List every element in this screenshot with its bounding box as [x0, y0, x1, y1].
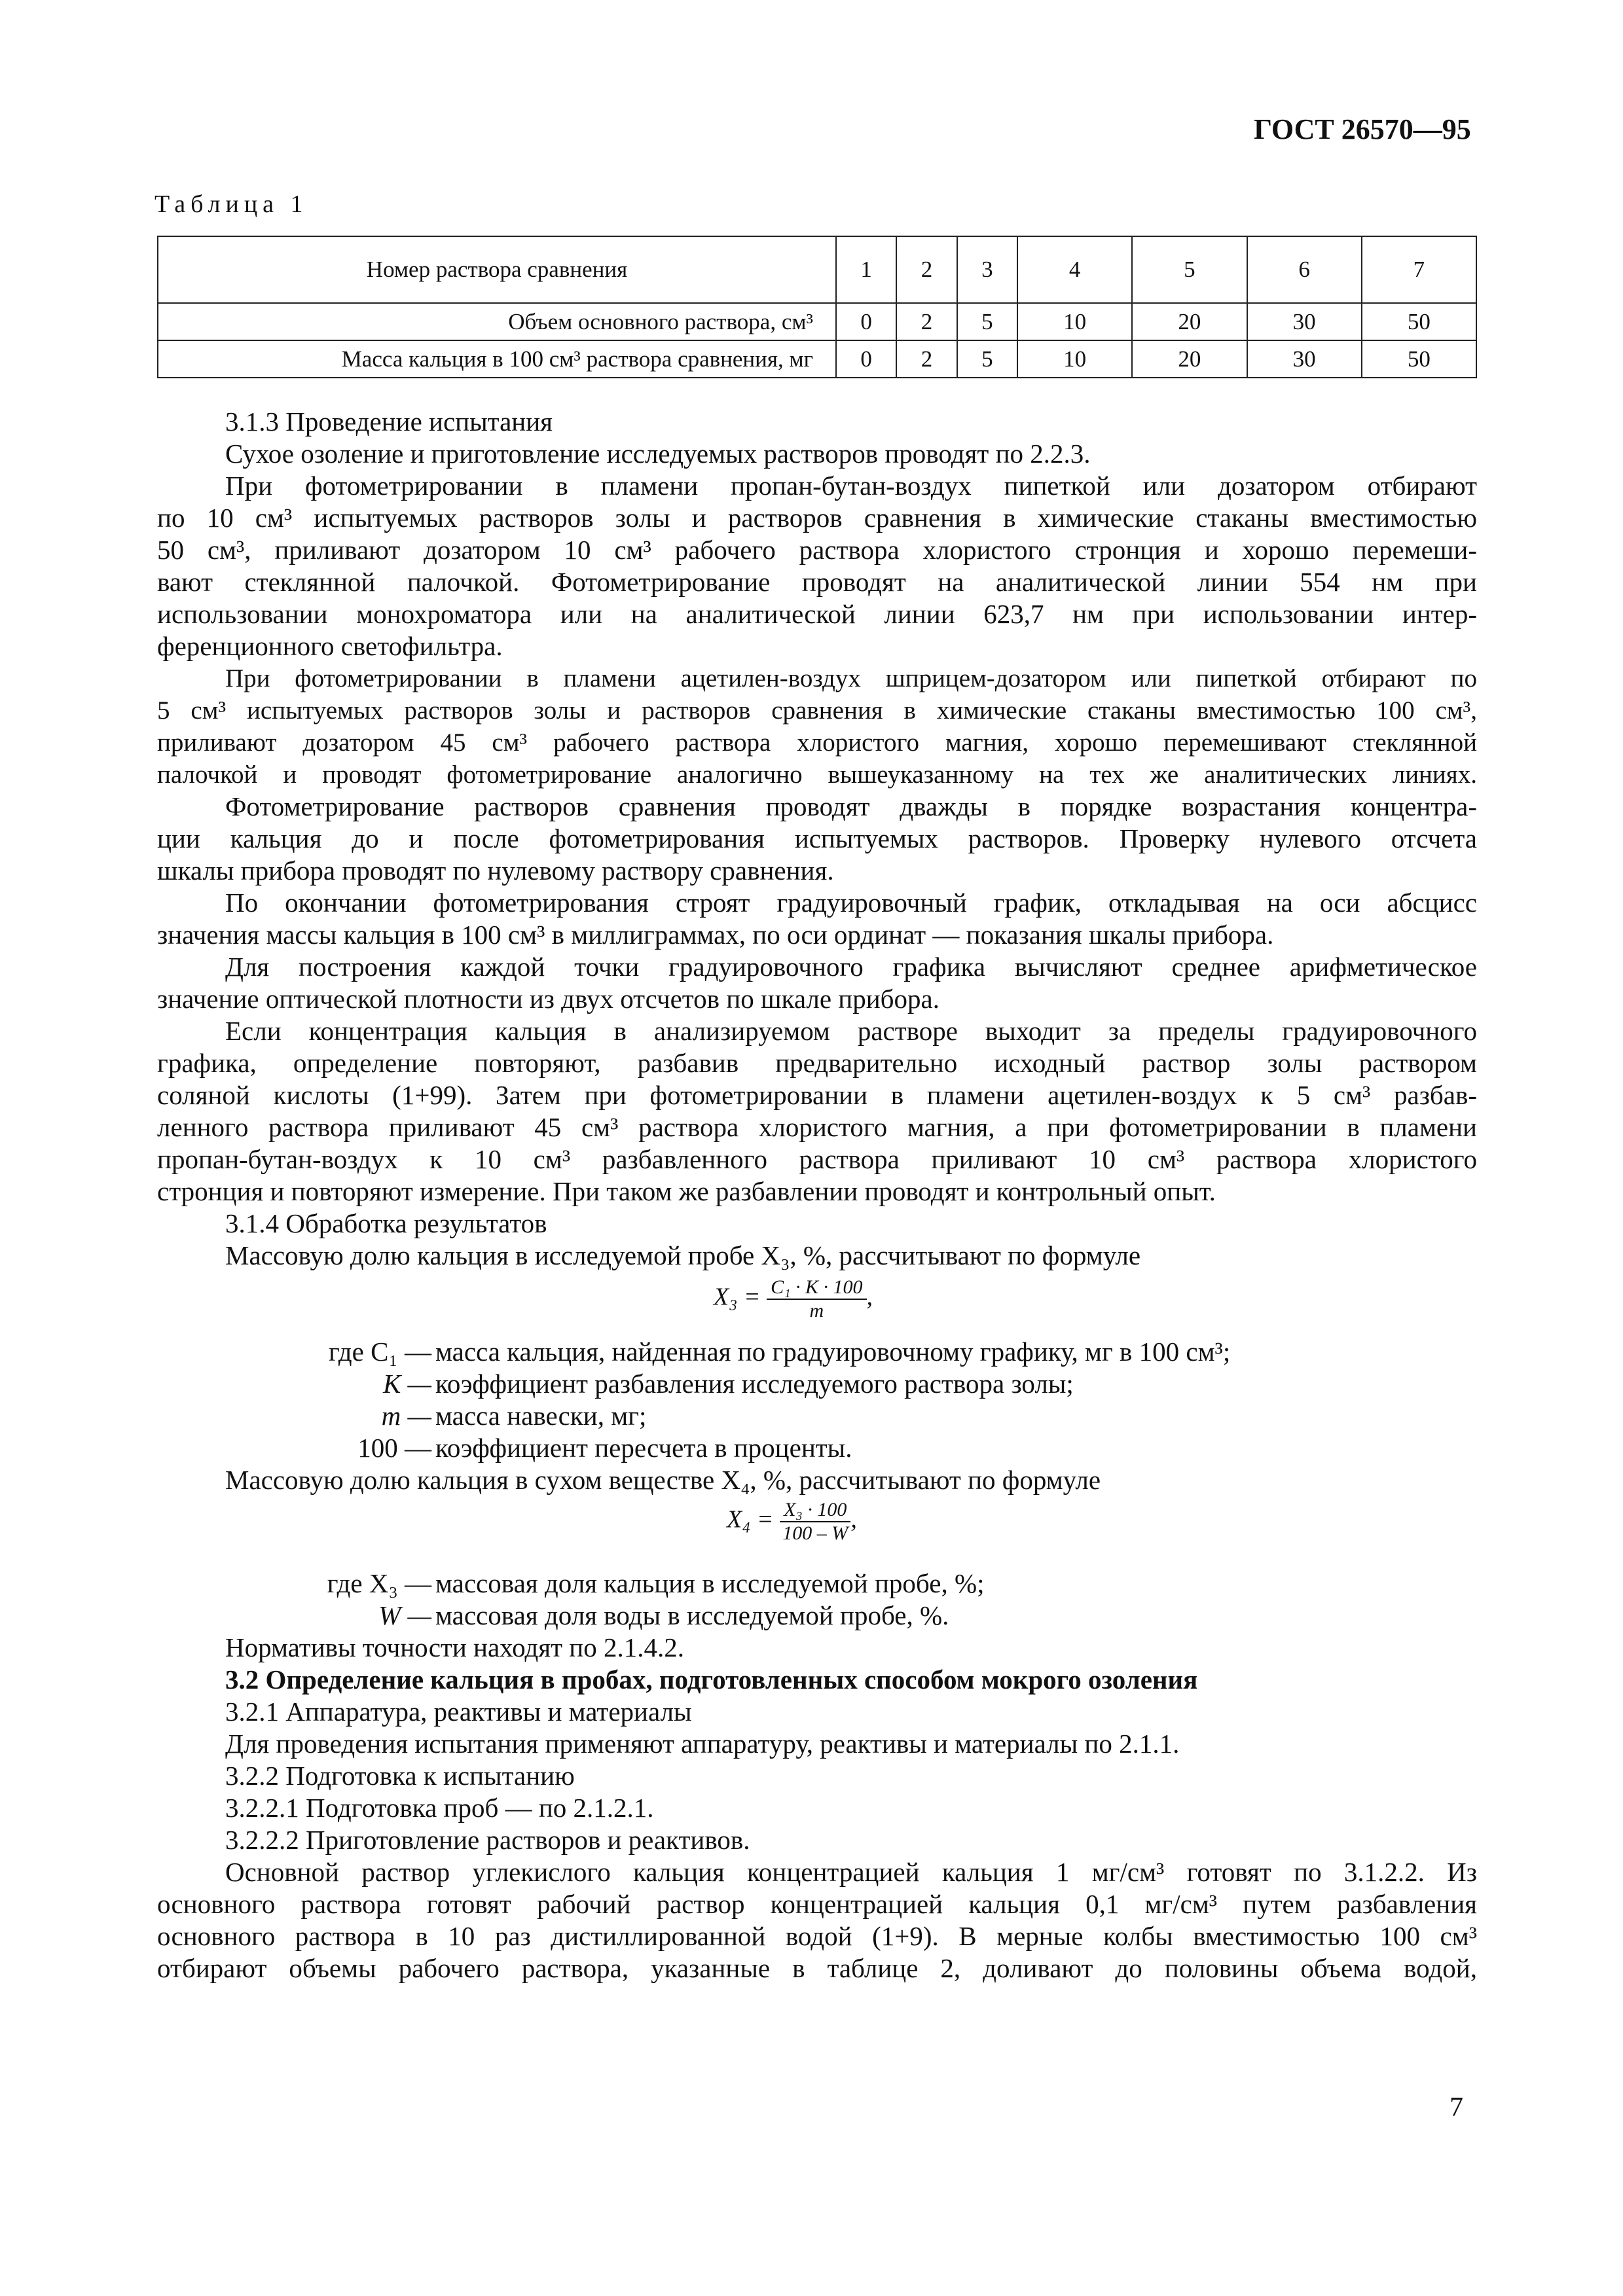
section-313-p6-line: Для построения каждой точки градуировочного графика вычисляют среднее арифметическое — [225, 952, 1477, 982]
section-313-p4-line: Фотометрирование растворов сравнения проводят дважды в порядке возрастания концентра- — [225, 791, 1477, 821]
where-text: масса навески, мг; — [435, 1401, 647, 1431]
where-text: коэффициент разбавления исследуемого раствора золы; — [435, 1369, 1074, 1399]
table-cell: 20 — [1132, 303, 1247, 340]
section-313-title: 3.1.3 Проведение испытания — [225, 406, 553, 437]
section-313-p3-line: палочкой и проводят фотометрирование аналогично вышеуказанному на тех же аналитических линиях. — [157, 761, 1477, 789]
formula-numerator: X₃ · 100 — [780, 1499, 850, 1522]
section-313-p1: Сухое озоление и приготовление исследуемых растворов проводят по 2.2.3. — [225, 439, 1091, 469]
formula-lhs: X₄ = — [727, 1505, 774, 1534]
section-314-p2: Массовую долю кальция в сухом веществе X₄, %, рассчитывают по формуле — [225, 1465, 1101, 1495]
table-header-cell: 5 — [1132, 236, 1247, 303]
section-313-p5-line: По окончании фотометрирования строят градуировочный график, откладывая на оси абсцисс — [225, 888, 1477, 918]
table-row — [158, 303, 1476, 340]
table-header-row — [158, 236, 1476, 303]
section-313-p6-line: значение оптической плотности из двух отсчетов по шкале прибора. — [157, 984, 939, 1014]
table-cell: 20 — [1132, 340, 1247, 378]
where-symbol: 100 — — [357, 1433, 431, 1463]
section-313-p7-line: пропан-бутан-воздух к 10 см³ разбавленного раствора приливают 10 см³ раствора хлористого — [157, 1144, 1477, 1174]
formula-x4 — [727, 1499, 857, 1545]
table-cell: 30 — [1247, 340, 1362, 378]
where-text: массовая доля кальция в исследуемой пробе, %; — [435, 1568, 985, 1598]
table-1 — [157, 236, 1477, 378]
section-314-p3: Нормативы точности находят по 2.1.4.2. — [225, 1632, 684, 1662]
section-313-p2-line: 50 см³, приливают дозатором 10 см³ рабочего раствора хлористого стронция и хорошо перемеши- — [157, 535, 1477, 565]
section-313-p4-line: ции кальция до и после фотометрирования испытуемых растворов. Проверку нулевого отсчета — [157, 823, 1477, 853]
section-321-text: Для проведения испытания применяют аппаратуру, реактивы и материалы по 2.1.1. — [225, 1729, 1180, 1759]
where-symbol: K — — [382, 1369, 431, 1399]
table-cell: 2 — [896, 303, 957, 340]
section-313-p2-line: по 10 см³ испытуемых растворов золы и растворов сравнения в химические стаканы вместимостью — [157, 503, 1477, 533]
where-symbol: где C₁ — — [329, 1336, 431, 1367]
section-32-last-line: отбирают объемы рабочего раствора, указанные в таблице 2, доливают до половины объема водой, — [157, 1953, 1477, 1983]
table-cell: 10 — [1017, 340, 1132, 378]
page-number: 7 — [1450, 2092, 1463, 2123]
section-32-last-line: Основной раствор углекислого кальция концентрацией кальция 1 мг/см³ готовят по 3.1.2.2. Из — [225, 1857, 1477, 1887]
section-313-p2-line: использовании монохроматора или на аналитической линии 623,7 нм при использовании интер- — [157, 599, 1477, 629]
table-header-cell: 2 — [896, 236, 957, 303]
section-32-last-line: основного раствора в 10 раз дистиллированной водой (1+9). В мерные колбы вместимостью 100 см³ — [157, 1921, 1477, 1951]
section-3221: 3.2.2.1 Подготовка проб — по 2.1.2.1. — [225, 1793, 654, 1823]
table-cell: 2 — [896, 340, 957, 378]
table-cell: 10 — [1017, 303, 1132, 340]
table-row-label: Масса кальция в 100 см³ раствора сравнения, мг — [158, 340, 836, 378]
section-313-p5-line: значения массы кальция в 100 см³ в миллиграммах, по оси ординат — показания шкалы прибора. — [157, 920, 1274, 950]
formula-denominator: m — [809, 1300, 824, 1321]
section-313-p7-line: графика, определение повторяют, разбавив предварительно исходный раствор золы раствором — [157, 1048, 1477, 1078]
table-cell: 0 — [836, 303, 896, 340]
table-caption: Таблица 1 — [155, 190, 308, 218]
formula-fraction — [780, 1499, 850, 1545]
section-313-p3-line: При фотометрировании в пламени ацетилен-воздух шприцем-дозатором или пипеткой отбирают по — [225, 664, 1477, 692]
table-cell: 50 — [1362, 303, 1476, 340]
section-313-p3-line: 5 см³ испытуемых растворов золы и растворов сравнения в химические стаканы вместимостью 100 см³, — [157, 696, 1477, 725]
where-text: масса кальция, найденная по градуировочному графику, мг в 100 см³; — [435, 1336, 1231, 1367]
document-header: ГОСТ 26570—95 — [1254, 113, 1471, 145]
section-314-title: 3.1.4 Обработка результатов — [225, 1208, 547, 1238]
table-header-cell: 3 — [957, 236, 1017, 303]
section-313-p7-line: соляной кислоты (1+99). Затем при фотометрировании в пламени ацетилен-воздух к 5 см³ разбав- — [157, 1080, 1477, 1110]
section-313-p2-line: вают стеклянной палочкой. Фотометрирование проводят на аналитической линии 554 нм при — [157, 567, 1477, 597]
formula-x3 — [714, 1276, 873, 1322]
table-header-cell: 1 — [836, 236, 896, 303]
formula-fraction — [767, 1276, 866, 1322]
where-symbol: где X₃ — — [327, 1568, 431, 1598]
section-313-p3-line: приливают дозатором 45 см³ рабочего раствора хлористого магния, хорошо перемешивают стеклянной — [157, 728, 1477, 757]
table-header-cell: 4 — [1017, 236, 1132, 303]
where-text: коэффициент пересчета в проценты. — [435, 1433, 852, 1463]
where-symbol: m — — [381, 1401, 431, 1431]
section-32-last-line: основного раствора готовят рабочий раствор концентрацией кальция 0,1 мг/см³ путем разбавления — [157, 1889, 1477, 1919]
table-header-cell: 7 — [1362, 236, 1476, 303]
formula-tail: , — [850, 1505, 857, 1534]
section-313-p7-line: ленного раствора приливают 45 см³ раствора хлористого магния, а при фотометрировании в пламени — [157, 1112, 1477, 1142]
section-313-p2-line: При фотометрировании в пламени пропан-бутан-воздух пипеткой или дозатором отбирают — [225, 471, 1477, 501]
table-cell: 0 — [836, 340, 896, 378]
table-cell: 5 — [957, 303, 1017, 340]
formula-denominator: 100 – W — [782, 1522, 848, 1544]
section-3222: 3.2.2.2 Приготовление растворов и реактивов. — [225, 1825, 750, 1855]
table-cell: 5 — [957, 340, 1017, 378]
table-row — [158, 340, 1476, 378]
section-321-title: 3.2.1 Аппаратура, реактивы и материалы — [225, 1696, 692, 1727]
section-314-p1: Массовую долю кальция в исследуемой пробе X₃, %, рассчитывают по формуле — [225, 1240, 1141, 1270]
section-313-p7-line: Если концентрация кальция в анализируемом растворе выходит за пределы градуировочного — [225, 1016, 1477, 1046]
formula-lhs: X₃ = — [714, 1283, 761, 1311]
section-313-p4-line: шкалы прибора проводят по нулевому раствору сравнения. — [157, 855, 834, 886]
table-header-label: Номер раствора сравнения — [158, 236, 836, 303]
formula-tail: , — [866, 1283, 873, 1311]
section-313-p7-line: стронция и повторяют измерение. При таком же разбавлении проводят и контрольный опыт. — [157, 1176, 1216, 1206]
table-cell: 30 — [1247, 303, 1362, 340]
where-text: массовая доля воды в исследуемой пробе, %. — [435, 1600, 949, 1630]
table-cell: 50 — [1362, 340, 1476, 378]
section-32-title: 3.2 Определение кальция в пробах, подготовленных способом мокрого озоления — [225, 1664, 1198, 1695]
section-313-p2-line: ференционного светофильтра. — [157, 631, 503, 661]
table-header-cell: 6 — [1247, 236, 1362, 303]
where-symbol: W — — [378, 1600, 431, 1630]
formula-numerator: C₁ · K · 100 — [767, 1276, 866, 1300]
table-row-label: Объем основного раствора, см³ — [158, 303, 836, 340]
section-322-title: 3.2.2 Подготовка к испытанию — [225, 1761, 575, 1791]
